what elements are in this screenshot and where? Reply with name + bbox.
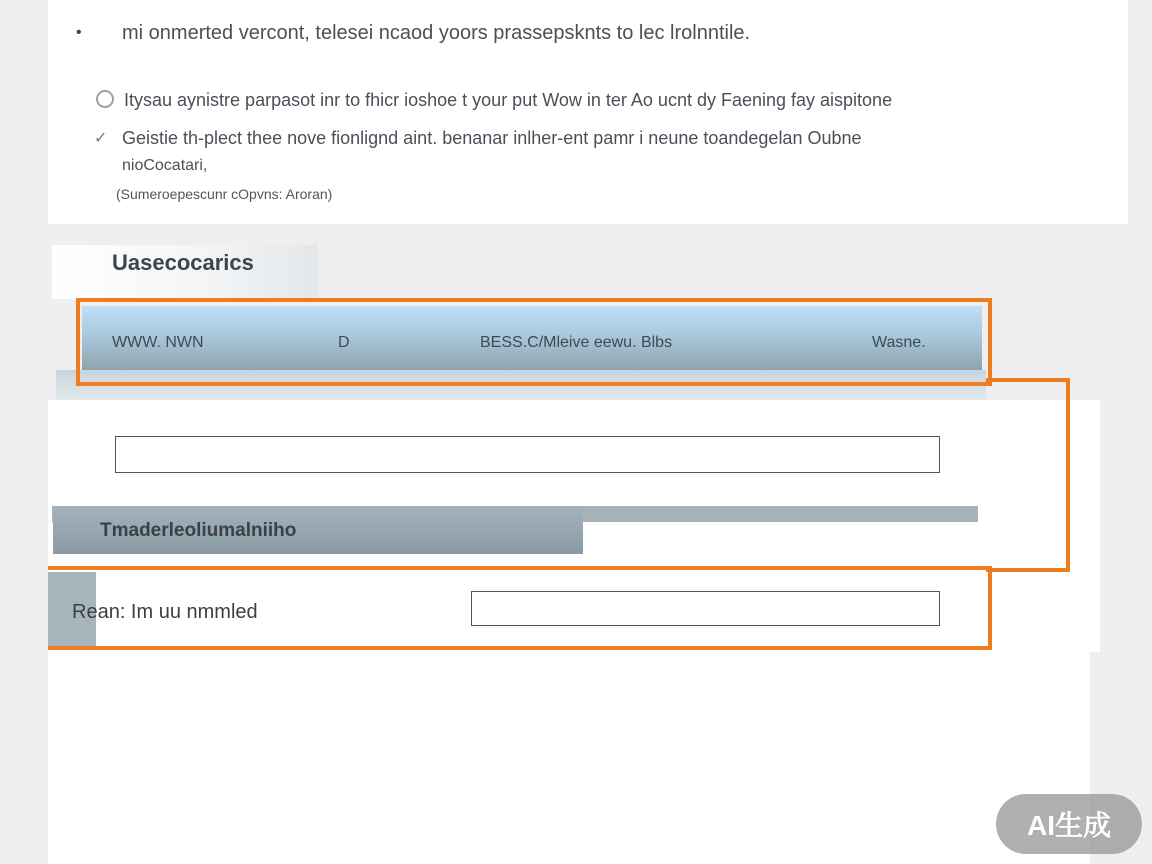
lightbulb-icon: [96, 90, 114, 108]
instruction-line-2: Itysau aynistre parpasot inr to fhicr ioshoe t your put Wow in ter Ao ucnt dy Faening fay aispitone: [124, 90, 893, 110]
reason-input[interactable]: [471, 591, 940, 626]
section-title: Uasecocarics: [112, 250, 254, 275]
main-text-input[interactable]: [115, 436, 940, 473]
reason-label: Rean: Im uu nmmled: [72, 601, 258, 623]
column-header-2[interactable]: D: [338, 334, 350, 351]
instruction-note: (Sumeroepescunr cOpvns: Aroran): [116, 186, 333, 202]
header-shadow: [56, 370, 986, 400]
column-header-4[interactable]: Wasne.: [872, 334, 926, 351]
column-header-3[interactable]: BESS.C/Mleive eewu. Blbs: [480, 334, 673, 351]
bullet-icon: •: [76, 24, 82, 41]
subsection-title: Tmaderleoliumalniiho: [100, 520, 297, 541]
instruction-line-1: mi onmerted vercont, telesei ncaod yoors prassepsknts to lec lrolnntile.: [122, 22, 751, 44]
instruction-line-3: Geistie th-plect thee nove fionlignd aint. benanar inlher-ent pamr i neune toandegelan Oubne: [122, 128, 862, 148]
empty-panel: [48, 652, 1090, 864]
check-icon: ✓: [94, 130, 108, 147]
instruction-line-3-cont: nioCocatari,: [122, 157, 208, 174]
column-header-1[interactable]: WWW. NWN: [112, 334, 204, 351]
ai-generated-badge: AI生成: [996, 794, 1142, 854]
